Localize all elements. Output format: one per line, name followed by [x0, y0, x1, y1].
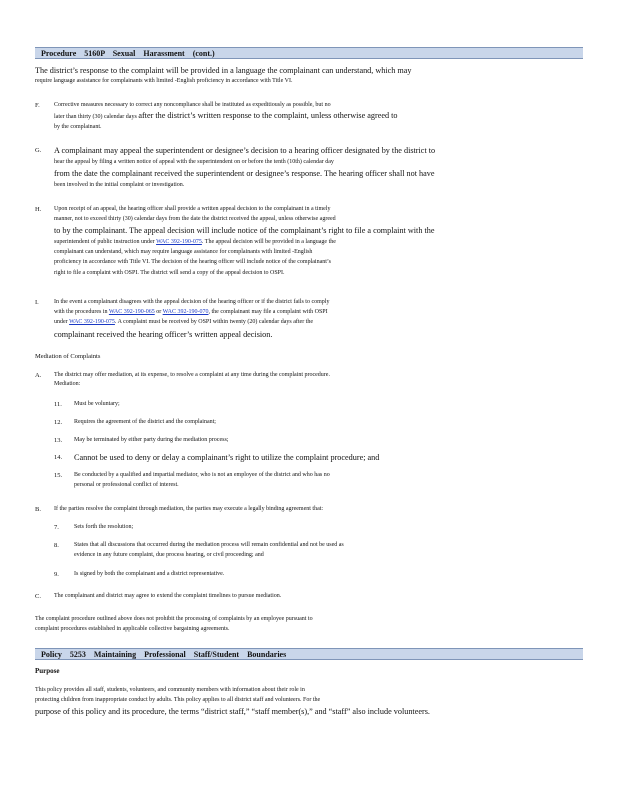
purpose-line-3: purpose of this policy and its procedure, the terms “district staff,” “staff member(s),” and “staff” also include volunteers. — [35, 707, 430, 716]
item-f-label: F. — [35, 102, 40, 109]
item-i-label: I. — [35, 299, 39, 306]
item-h-label: H. — [35, 206, 42, 213]
purpose-line-2: protecting children from inappropriate conduct by adults. This policy applies to all district staff and volunteers. For the — [35, 697, 321, 703]
item-g-line-2: hear the appeal by filing a written notice of appeal with the superintendent on or before the tenth (10th) calendar day — [54, 159, 334, 165]
wac-075-link-2[interactable]: WAC 392-190-075 — [69, 319, 115, 325]
mediation-heading: Mediation of Complaints — [35, 353, 101, 360]
mediation-item-num: 11. — [54, 401, 62, 408]
wac-070-link[interactable]: WAC 392-190-070 — [162, 309, 209, 315]
mediation-item: Requires the agreement of the district and the complainant; — [74, 419, 216, 425]
item-h-line-3: to by the complainant. The appeal decision will include notice of the complainant’s right to file a complaint with the — [54, 226, 435, 235]
agreement-item-cont: evidence in any future complaint, due process hearing, or civil proceeding; and — [74, 552, 264, 558]
mediation-item-num: 13. — [54, 437, 63, 444]
purpose-line-1: This policy provides all staff, students, volunteers, and community members with information about their role in — [35, 687, 305, 693]
item-g-label: G. — [35, 147, 42, 154]
purpose-heading: Purpose — [35, 667, 60, 675]
item-i-line-4: complainant received the hearing officer’s written appeal decision. — [54, 330, 273, 339]
item-f-deadline: later than thirty (30) calendar days — [54, 114, 137, 120]
agreement-item-num: 8. — [54, 542, 59, 549]
intro-line-2: require language assistance for complainants with limited -English proficiency in accordance with Title VI. — [35, 78, 293, 84]
wac-075-link[interactable]: WAC 392-190-075 — [156, 239, 202, 245]
procedure-header-bar: Procedure 5160P Sexual Harassment (cont.) — [35, 47, 583, 59]
item-b-line-1: If the parties resolve the complaint through mediation, the parties may execute a legally binding agreement that: — [54, 506, 324, 512]
mediation-item: Cannot be used to deny or delay a complainant’s right to utilize the complaint procedure; and — [74, 453, 380, 462]
agreement-item-num: 9. — [54, 571, 59, 578]
agreement-item-num: 7. — [54, 524, 59, 531]
item-a-line-1: The district may offer mediation, at its expense, to resolve a complaint at any time during the complaint procedure. — [54, 372, 330, 378]
item-f-line-1: Corrective measures necessary to correct any noncompliance shall be instituted as expeditiously as possible, but no — [54, 102, 331, 108]
mediation-item-num: 14. — [54, 454, 63, 461]
item-h-line-6: proficiency in accordance with Title VI. The decision of the hearing officer will include notice of the complainant’s — [54, 259, 331, 265]
closing-line-1: The complaint procedure outlined above does not prohibit the processing of complaints by an employee pursuant to — [35, 616, 313, 622]
mediation-item: May be terminated by either party during the mediation process; — [74, 437, 229, 443]
item-i-line-2-start: with the procedures in — [54, 309, 108, 315]
policy-header-bar: Policy 5253 Maintaining Professional Staff/Student Boundaries — [35, 648, 583, 660]
item-a-line-2: Mediation: — [54, 381, 81, 387]
item-f-line-2 — [54, 111, 583, 122]
item-h-line-4-end: . The appeal decision will be provided in a language the — [201, 239, 336, 245]
mediation-item-cont: personal or professional conflict of interest. — [74, 482, 179, 488]
item-i-line-3-start: under — [54, 319, 68, 325]
item-h-line-4-start: superintendent of public instruction under — [54, 239, 155, 245]
agreement-item: Is signed by both the complainant and a district representative. — [74, 571, 225, 577]
wac-065-link[interactable]: WAC 392-190-065 — [108, 309, 155, 315]
item-a-label: A. — [35, 372, 42, 379]
agreement-item: States that all discussions that occurred during the mediation process will remain confidential and not be used as — [74, 542, 344, 548]
item-h-line-7: right to file a complaint with OSPI. The district will send a copy of the appeal decision to OSPI. — [54, 270, 285, 276]
closing-line-2: complaint procedures established in applicable collective bargaining agreements. — [35, 626, 230, 632]
item-h-line-4 — [54, 238, 583, 247]
mediation-item-num: 12. — [54, 419, 63, 426]
item-i-line-3-end: . A complaint must be received by OSPI within twenty (20) calendar days after the — [114, 319, 314, 325]
item-i-or: or — [156, 309, 162, 315]
item-h-line-2: manner, not to exceed thirty (30) calendar days from the date the district received the appeal, unless otherwise agreed — [54, 216, 336, 222]
item-i-line-2 — [54, 308, 583, 317]
mediation-item: Must be voluntary; — [74, 401, 120, 407]
mediation-item: Be conducted by a qualified and impartial mediator, who is not an employee of the district and who has no — [74, 472, 330, 478]
item-f-deadline-rest: after the district’s written response to the complaint, unless otherwise agreed to — [138, 111, 398, 120]
item-g-line-1: A complainant may appeal the superintendent or designee’s decision to a hearing officer designated by the district to — [54, 146, 436, 155]
item-g-line-3: from the date the complainant received the superintendent or designee’s response. The hearing officer shall not have — [54, 169, 435, 178]
item-h-line-5: complainant can understand, which may require language assistance for complainants with limited -English — [54, 249, 313, 255]
item-h-line-1: Upon receipt of an appeal, the hearing officer shall provide a written appeal decision to the complainant in a timely — [54, 206, 331, 212]
item-g-line-4: been involved in the initial complaint or investigation. — [54, 182, 185, 188]
item-c-label: C. — [35, 593, 41, 600]
item-b-label: B. — [35, 506, 41, 513]
item-c-line-1: The complainant and district may agree to extend the complaint timelines to pursue mediation. — [54, 593, 282, 599]
item-i-line-1: In the event a complainant disagrees with the appeal decision of the hearing officer or if the district fails to comply — [54, 299, 330, 305]
item-i-line-3 — [54, 318, 583, 327]
agreement-item: Sets forth the resolution; — [74, 524, 134, 530]
item-i-line-2-end: , the complainant may file a complaint with OSPI — [208, 309, 328, 315]
item-f-line-3: by the complainant. — [54, 124, 102, 130]
intro-line-1: The district’s response to the complaint will be provided in a language the complainant can understand, which may — [35, 66, 412, 75]
mediation-item-num: 15. — [54, 472, 63, 479]
